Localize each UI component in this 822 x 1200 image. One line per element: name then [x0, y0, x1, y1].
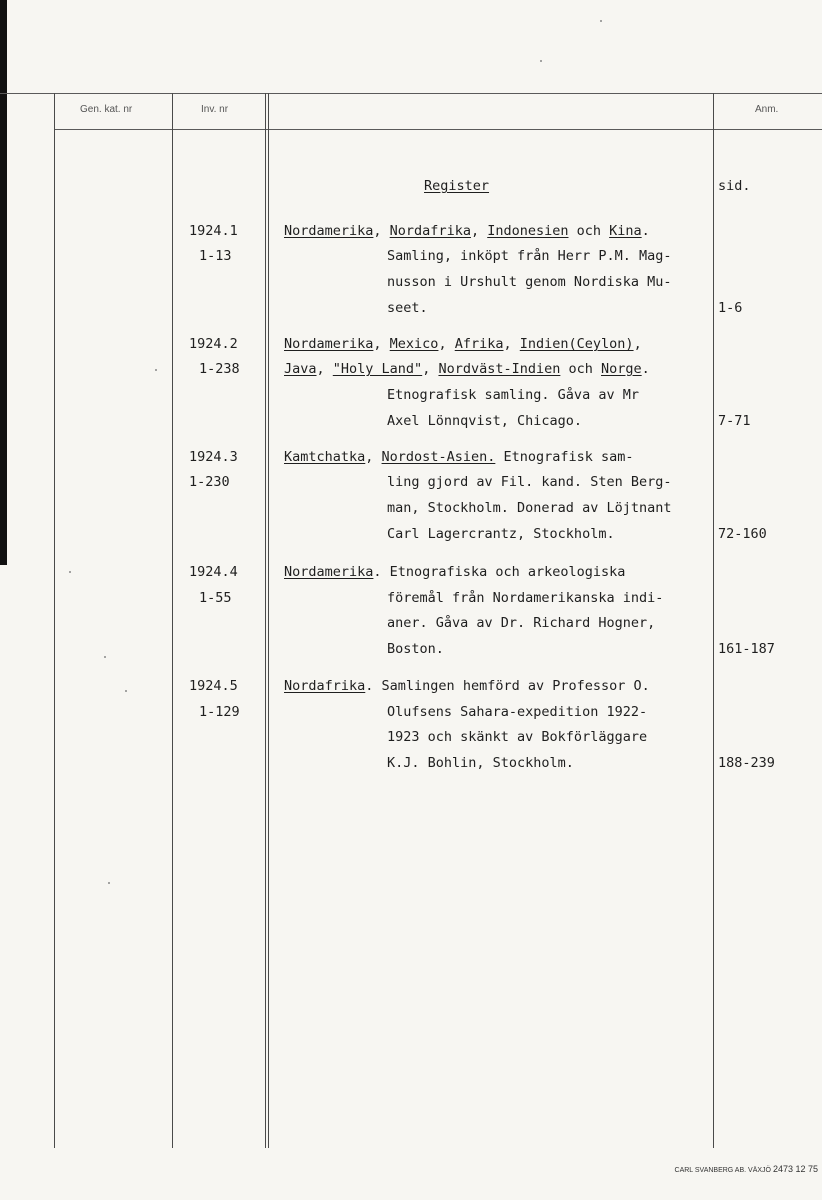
entry-text-line: nusson i Urshult genom Nordiska Mu-	[387, 274, 672, 290]
scan-speck	[104, 656, 106, 658]
entry-range: 1-230	[189, 474, 230, 490]
scan-speck	[600, 20, 602, 22]
entry-text-line: seet.	[387, 300, 428, 316]
entry-pages: 7-71	[718, 413, 751, 429]
entry-heading: Nordamerika, Nordafrika, Indonesien och Kina.	[284, 223, 650, 239]
entry-range: 1-55	[199, 590, 232, 606]
entry-text-line: Samling, inköpt från Herr P.M. Mag-	[387, 248, 672, 264]
entry-text-line: Boston.	[387, 641, 444, 657]
entry-text-line: ling gjord av Fil. kand. Sten Berg-	[387, 474, 672, 490]
entry-text-line: 1923 och skänkt av Bokförläggare	[387, 729, 648, 745]
scan-speck	[540, 60, 542, 62]
region-indonesien: Indonesien	[487, 223, 569, 239]
region-indien-ceylon: Indien(Ceylon)	[519, 336, 634, 352]
region-kamtchatka: Kamtchatka	[284, 449, 366, 465]
entry-year: 1924.2	[189, 336, 238, 352]
region-norge: Norge	[601, 361, 642, 377]
entry-heading: Nordafrika. Samlingen hemförd av Professor O.	[284, 678, 650, 694]
column-rule-4	[268, 93, 269, 1148]
region-nordvast-indien: Nordväst-Indien	[438, 361, 561, 377]
register-title: Register	[424, 178, 490, 194]
region-afrika: Afrika	[454, 336, 504, 352]
entry-year: 1924.5	[189, 678, 238, 694]
column-rule-2	[172, 93, 173, 1148]
entry-year: 1924.4	[189, 564, 238, 580]
entry-heading: Nordamerika. Etnografiska och arkeologiska	[284, 564, 626, 580]
column-rule-5	[713, 93, 714, 1148]
header-bottom-rule	[55, 129, 822, 130]
entry-pages: 72-160	[718, 526, 767, 542]
entry-text-line: Carl Lagercrantz, Stockholm.	[387, 526, 615, 542]
sid-label: sid.	[718, 178, 751, 194]
entry-text-line: Etnografisk samling. Gåva av Mr	[387, 387, 639, 403]
entry-text-line: aner. Gåva av Dr. Richard Hogner,	[387, 615, 656, 631]
entry-year: 1924.3	[189, 449, 238, 465]
region-nordamerika: Nordamerika	[284, 223, 374, 239]
entry-range: 1-238	[199, 361, 240, 377]
region-nordost-asien: Nordost-Asien.	[381, 449, 496, 465]
entry-heading-line-2: Java, "Holy Land", Nordväst-Indien och Norge.	[284, 361, 650, 377]
entry-range: 1-129	[199, 704, 240, 720]
column-rule-1	[54, 93, 55, 1148]
printer-name: CARL SVANBERG AB. VÄXJÖ	[674, 1167, 771, 1174]
scan-speck	[125, 690, 127, 692]
region-nordamerika: Nordamerika	[284, 564, 374, 580]
region-kina: Kina	[609, 223, 642, 239]
entry-year: 1924.1	[189, 223, 238, 239]
entry-text-line: man, Stockholm. Donerad av Löjtnant	[387, 500, 672, 516]
region-java: Java	[284, 361, 317, 377]
entry-pages: 188-239	[718, 755, 775, 771]
entry-text-line: K.J. Bohlin, Stockholm.	[387, 755, 574, 771]
entry-heading: Nordamerika, Mexico, Afrika, Indien(Ceylon),	[284, 336, 642, 352]
region-holy-land: "Holy Land"	[332, 361, 423, 377]
region-mexico: Mexico	[389, 336, 439, 352]
entry-text-line: föremål från Nordamerikanska indi-	[387, 590, 664, 606]
entry-text-line: Olufsens Sahara-expedition 1922-	[387, 704, 648, 720]
region-nordafrika: Nordafrika	[284, 678, 366, 694]
entry-pages: 161-187	[718, 641, 775, 657]
scan-speck	[155, 369, 157, 371]
entry-text-line: Axel Lönnqvist, Chicago.	[387, 413, 583, 429]
scan-speck	[69, 571, 71, 573]
form-code: 2473 12 75	[772, 1164, 818, 1174]
column-rule-3	[265, 93, 266, 1148]
header-inv-nr: Inv. nr	[201, 104, 229, 115]
scan-edge-bar	[0, 0, 7, 565]
entry-pages: 1-6	[718, 300, 743, 316]
header-top-rule	[0, 93, 822, 94]
scan-speck	[108, 882, 110, 884]
region-nordamerika: Nordamerika	[284, 336, 374, 352]
printer-imprint	[675, 1164, 818, 1174]
entry-range: 1-13	[199, 248, 232, 264]
region-nordafrika: Nordafrika	[389, 223, 471, 239]
entry-heading: Kamtchatka, Nordost-Asien. Etnografisk sam-	[284, 449, 634, 465]
header-gen-kat-nr: Gen. kat. nr	[80, 104, 133, 115]
header-anm: Anm.	[755, 104, 779, 115]
